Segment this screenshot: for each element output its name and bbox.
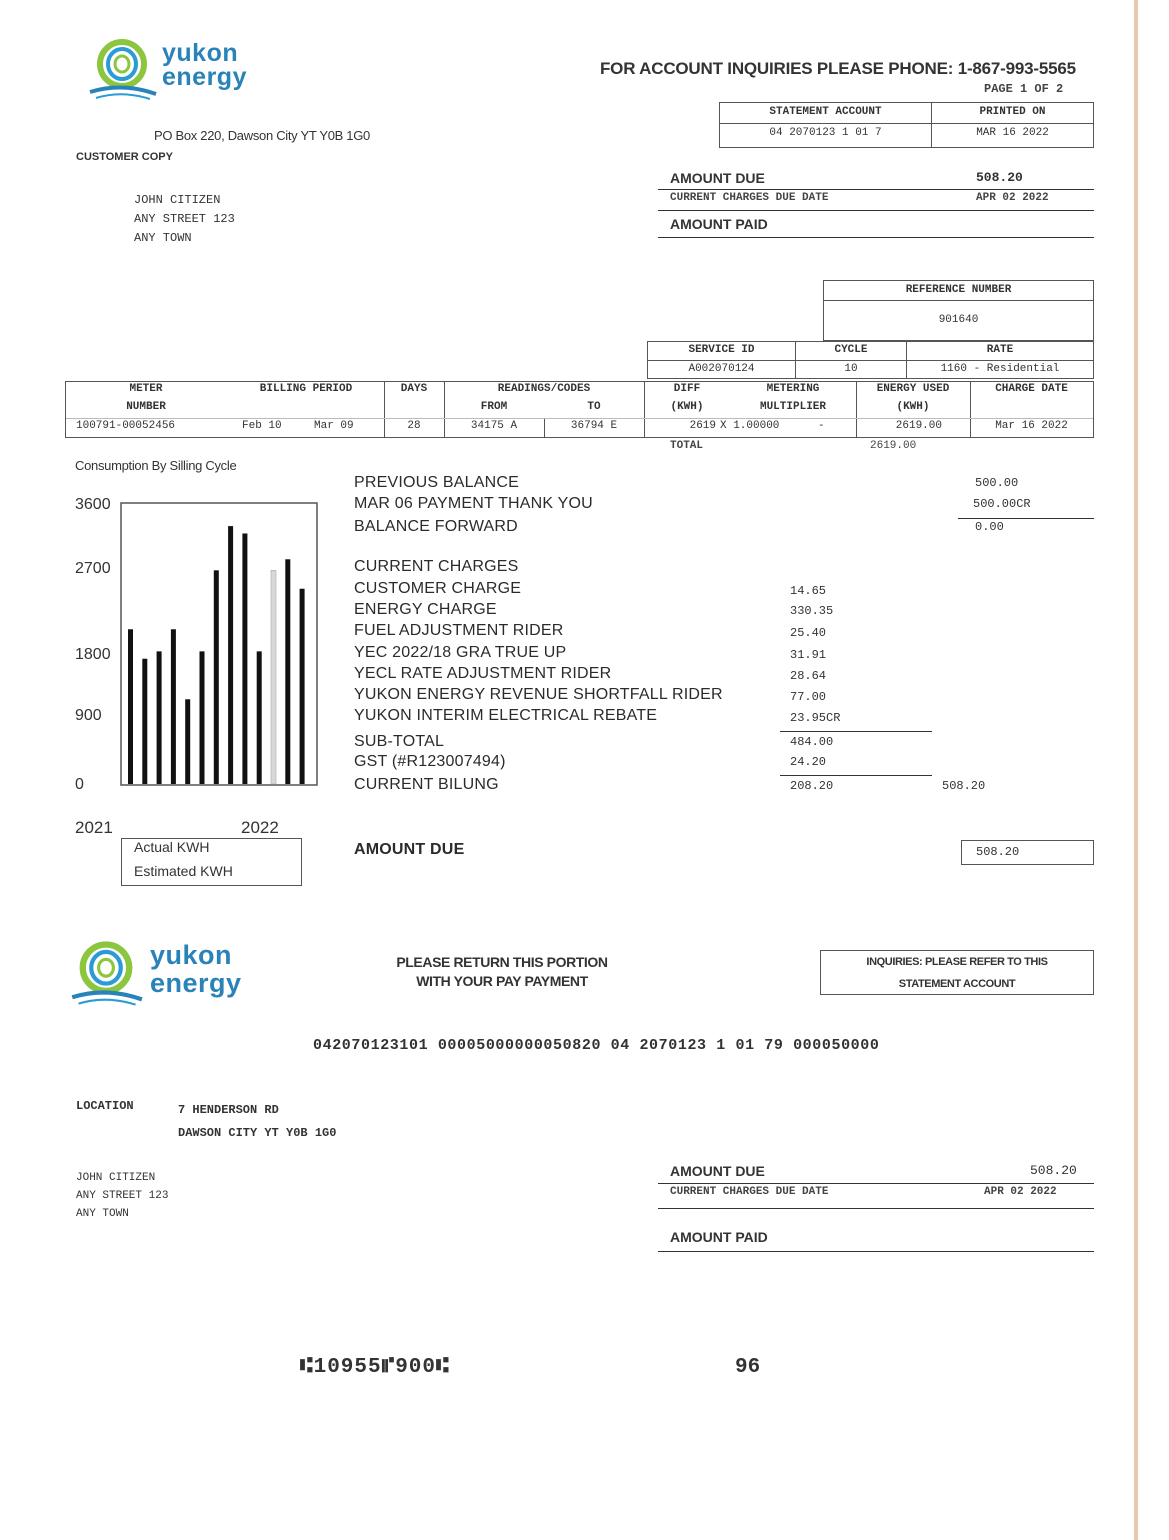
readings-from-header: FROM [480, 401, 508, 413]
service-id-label: SERVICE ID [688, 344, 755, 356]
balance-forward-label: BALANCE FORWARD [354, 518, 518, 535]
customer-address [134, 191, 235, 248]
chart-bar-actual [214, 570, 219, 784]
gst-label: GST (#R123007494) [354, 753, 506, 770]
remit-due-date-label: CURRENT CHARGES DUE DATE [670, 1186, 829, 1198]
service-box [647, 341, 1094, 379]
printed-on-label: PRINTED ON [979, 106, 1046, 118]
total-label: TOTAL [670, 440, 704, 452]
charge-item-value: 330.35 [790, 604, 834, 618]
chart-bar-actual [242, 533, 247, 784]
period-to-value: Mar 09 [314, 420, 354, 432]
multiplier-value: X 1.00000 [720, 420, 780, 432]
current-billing-label: CURRENT BILUNG [354, 776, 499, 793]
diff-value: 2619 [689, 420, 716, 432]
days-header: DAYS [400, 383, 428, 395]
customer-town: ANY TOWN [134, 231, 192, 245]
charge-date-value: Mar 16 2022 [995, 420, 1068, 432]
reference-number-box [823, 280, 1094, 341]
location-label: LOCATION [76, 1099, 134, 1113]
remit-amount-due-label: AMOUNT DUE [670, 1163, 765, 1179]
gst-value: 24.20 [790, 755, 827, 769]
amount-due-value: 508.20 [976, 170, 1023, 185]
charge-item-label: CUSTOMER CHARGE [354, 580, 522, 597]
logo-word-yukon: yukon [150, 940, 233, 970]
yukon-energy-swirl-icon [68, 938, 144, 1008]
meter-header-2: NUMBER [126, 401, 166, 413]
chart-bar-actual [228, 526, 233, 784]
reading-to-value: 36794 E [570, 420, 618, 432]
remit-amount-due-value: 508.20 [1030, 1163, 1077, 1178]
charge-item-value: 14.65 [790, 584, 827, 598]
readings-to-header: TO [587, 401, 601, 413]
reference-number-value: 901640 [938, 314, 979, 326]
charge-item-value: 31.91 [790, 648, 827, 662]
reference-number-label: REFERENCE NUMBER [905, 284, 1012, 296]
charge-item-value: 28.64 [790, 669, 827, 683]
statement-account-value: 04 2070123 1 01 7 [769, 127, 882, 139]
charge-item-label: ENERGY CHARGE [354, 601, 497, 618]
readings-header: READINGS/CODES [497, 383, 591, 395]
amount-paid-label: AMOUNT PAID [670, 216, 768, 232]
yukon-energy-swirl-icon [86, 36, 158, 102]
subtotal-value: 484.00 [790, 735, 834, 749]
remit-due-date-value: APR 02 2022 [984, 1186, 1057, 1198]
chart-bar-actual [142, 659, 147, 784]
multiplier-dash: - [818, 420, 825, 432]
meter-reading-table [65, 381, 1094, 438]
charges-amount-due-box [961, 840, 1094, 865]
period-from-value: Feb 10 [242, 420, 282, 432]
charge-item-label: YUKON INTERIM ELECTRICAL REBATE [354, 707, 658, 724]
chart-bar-estimated [271, 570, 276, 784]
current-billing-total: 508.20 [942, 779, 986, 793]
logo-word-yukon: yukon [162, 39, 239, 67]
inquiries-line-2: STATEMENT ACCOUNT [898, 978, 1016, 990]
chart-bar-actual [285, 559, 290, 784]
cycle-label: CYCLE [834, 344, 868, 356]
amount-due-summary [658, 168, 1094, 240]
y-tick-label: 1800 [75, 646, 111, 663]
consumption-chart [118, 500, 320, 787]
charges-amount-due-value: 508.20 [976, 845, 1020, 859]
meter-header-1: METER [129, 383, 163, 395]
y-tick-label: 0 [75, 776, 84, 793]
page-number: PAGE 1 OF 2 [984, 82, 1064, 96]
charge-item-label: YEC 2022/18 GRA TRUE UP [354, 644, 567, 661]
legend-estimated: Estimated KWH [134, 863, 233, 879]
multiplier-header-1: METERING [766, 383, 820, 395]
charge-item-label: YECL RATE ADJUSTMENT RIDER [354, 665, 612, 682]
previous-balance-label: PREVIOUS BALANCE [354, 474, 520, 491]
remit-customer-address [76, 1169, 168, 1223]
energy-used-value: 2619.00 [895, 420, 942, 432]
chart-bar-actual [171, 629, 176, 784]
return-line-2: WITH YOUR PAY PAYMENT [416, 973, 588, 989]
chart-bar-actual [257, 651, 262, 784]
multiplier-header-2: MULTIPLIER [759, 401, 826, 413]
customer-street: ANY STREET 123 [134, 212, 235, 226]
return-portion-note [384, 953, 620, 991]
x-label-2022: 2022 [241, 818, 279, 837]
payment-label: MAR 06 PAYMENT THANK YOU [354, 495, 593, 512]
logo-word-energy: energy [162, 63, 247, 91]
diff-header-1: DIFF [673, 383, 701, 395]
location-line-1: 7 HENDERSON RD [178, 1103, 279, 1117]
meter-number-value: 100791-00052456 [76, 420, 176, 432]
service-location [178, 1099, 336, 1145]
previous-balance-value: 500.00 [975, 476, 1019, 490]
rate-label: RATE [986, 344, 1014, 356]
rate-value: 1160 - Residential [940, 363, 1060, 375]
energy-used-header-1: ENERGY USED [876, 383, 950, 395]
y-tick-label: 900 [75, 707, 102, 724]
statement-account-label: STATEMENT ACCOUNT [769, 106, 882, 118]
charge-date-header: CHARGE DATE [995, 383, 1068, 395]
current-charges-label: CURRENT CHARGES [354, 558, 519, 575]
yukon-energy-logo-remit [68, 938, 242, 1008]
service-id-value: A002070124 [688, 363, 755, 375]
printed-on-value: MAR 16 2022 [976, 127, 1049, 139]
scanline: 042070123101 00005000000050820 04 2070123 1 01 79 000050000 [313, 1037, 880, 1054]
chart-bar-actual [157, 651, 162, 784]
charge-item-value: 77.00 [790, 690, 827, 704]
amount-due-label: AMOUNT DUE [670, 170, 765, 186]
days-value: 28 [407, 420, 421, 432]
charge-item-value: 23.95CR [790, 711, 841, 725]
page-edge-line [1134, 0, 1138, 1540]
inquiries-box [820, 950, 1094, 995]
logo-word-energy: energy [150, 968, 242, 998]
remit-customer-town: ANY TOWN [76, 1208, 129, 1220]
statement-account-box [719, 102, 1094, 148]
charge-item-label: FUEL ADJUSTMENT RIDER [354, 622, 564, 639]
balance-forward-value: 0.00 [975, 520, 1004, 534]
energy-used-header-2: (KWH) [896, 401, 930, 413]
customer-copy-label: CUSTOMER COPY [76, 151, 173, 163]
current-billing-value: 208.20 [790, 779, 834, 793]
inquiries-line-1: INQUIRIES: PLEASE REFER TO THIS [866, 956, 1048, 968]
cycle-value: 10 [844, 363, 858, 375]
subtotal-label: SUB-TOTAL [354, 733, 445, 750]
remit-amount-summary [658, 1161, 1094, 1255]
chart-bar-actual [200, 651, 205, 784]
diff-header-2: (KWH) [670, 401, 704, 413]
chart-legend [121, 838, 302, 886]
inquiries-phone: FOR ACCOUNT INQUIRIES PLEASE PHONE: 1-867-993-5565 [600, 59, 1076, 78]
yukon-energy-logo [86, 36, 247, 102]
remit-amount-paid-label: AMOUNT PAID [670, 1229, 768, 1245]
charges-amount-due-label: AMOUNT DUE [354, 841, 465, 858]
charge-item-label: YUKON ENERGY REVENUE SHORTFALL RIDER [354, 686, 723, 703]
y-tick-label: 3600 [75, 496, 111, 513]
x-label-2021: 2021 [75, 818, 113, 837]
charge-item-value: 25.40 [790, 626, 827, 640]
chart-bar-actual [185, 699, 190, 784]
chart-title: Consumption By Silling Cycle [75, 458, 237, 473]
remit-customer-name: JOHN CITIZEN [76, 1172, 156, 1184]
location-line-2: DAWSON CITY YT Y0B 1G0 [178, 1126, 337, 1140]
y-tick-label: 2700 [75, 560, 111, 577]
payment-value: 500.00CR [973, 497, 1031, 511]
due-date-value: APR 02 2022 [976, 192, 1049, 204]
total-value: 2619.00 [870, 440, 917, 452]
po-box-address: PO Box 220, Dawson City YT Y0B 1G0 [154, 128, 370, 143]
billing-period-header: BILLING PERIOD [259, 383, 353, 395]
remit-customer-street: ANY STREET 123 [76, 1190, 169, 1202]
due-date-label: CURRENT CHARGES DUE DATE [670, 192, 829, 204]
micr-line: ⑆10955⑈900⑆ [300, 1356, 450, 1379]
return-line-1: PLEASE RETURN THIS PORTION [396, 954, 608, 970]
micr-suffix: 96 [735, 1356, 761, 1379]
chart-bar-actual [300, 589, 305, 784]
customer-name: JOHN CITIZEN [134, 193, 221, 207]
reading-from-value: 34175 A [470, 420, 518, 432]
chart-bar-actual [128, 629, 133, 784]
legend-actual: Actual KWH [134, 839, 210, 855]
